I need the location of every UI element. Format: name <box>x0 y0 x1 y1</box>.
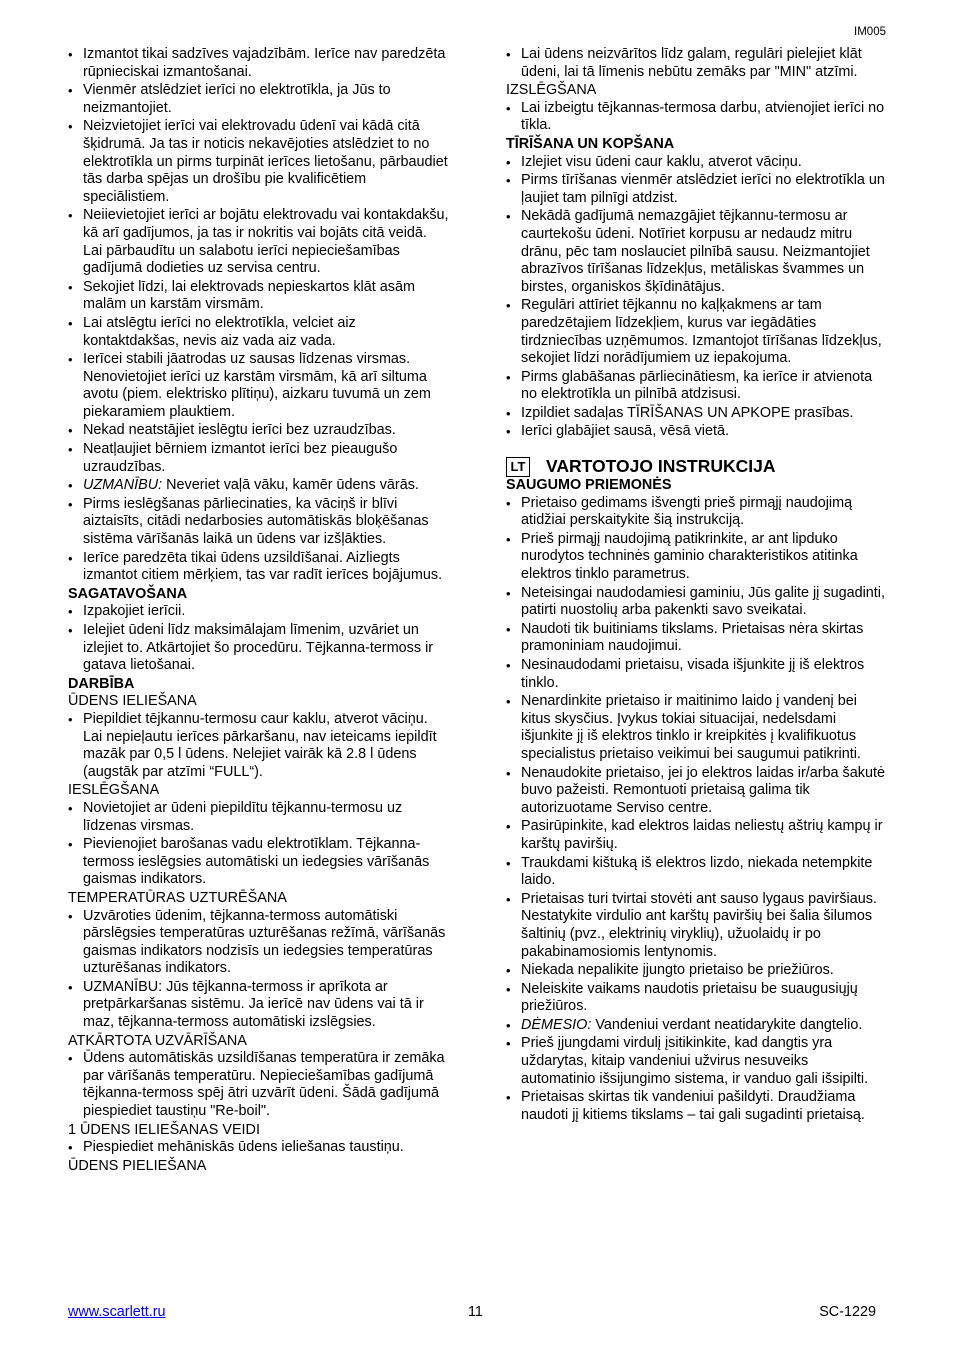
list-item: • Izlejiet visu ūdeni caur kaklu, atverot vāciņu. <box>506 154 886 172</box>
on-heading: IESLĒGŠANA <box>68 782 160 799</box>
list-item: • Pirms tīrīšanas vienmēr atslēdziet ierīci no elektrotīkla un ļaujiet tam pilnīgi atdzist. <box>506 172 886 207</box>
list-item: • Vienmēr atslēdziet ierīci no elektrotīkla, ja Jūs to neizmantojiet. <box>68 82 450 117</box>
list-item: • Regulāri attīriet tējkannu no kaļķakmens ar tam paredzētajiem līdzekļiem, kurus var iegādāties tirdzniecības uzņēmumos. Izmantojot tīrīšanas līdzekļus, sekojiet līdzi norādījumiem uz iepakojuma. <box>506 297 886 367</box>
list-item: • Pirms ieslēgšanas pārliecinaties, ka vāciņš ir blīvi aiztaisīts, citādi nedarbosies automātiskās bloķēšanas sistēma vārīšanās laikā un ūdens var izšļākties. <box>68 496 450 549</box>
fill-heading: ŪDENS IELIEŠANA <box>68 693 197 710</box>
list-item: • Ūdens automātiskās uzsildīšanas temperatūra ir zemāka par vārīšanās temperatūru. Nepieciešamības gadījumā tējkanna-termoss spēj ātri uzvārīt ūdeni. Šādā gadījumā piespiediet taustiņu "Re-boil". <box>68 1050 450 1120</box>
list-item: • Ielejiet ūdeni līdz maksimālajam līmenim, uzvāriet un izlejiet to. Atkārtojiet šo procedūru. Tējkanna-termoss ir gatava lietošanai. <box>68 622 450 675</box>
list-item: • Izpakojiet ierīcii. <box>68 603 450 621</box>
warning-label: UZMANĪBU: <box>83 477 163 494</box>
safety-list-lt-2 <box>506 1035 886 1124</box>
prep-list <box>68 603 450 674</box>
list-item: • Prieš pirmąjį naudojimą patikrinkite, ar ant lipduko nurodytos techninės gaminio charakteristikos atitinka elektros tinklo parametrus. <box>506 531 886 584</box>
list-item: • Nenaudokite prietaiso, jei jo elektros laidas ir/arba šakutė buvo pažeisti. Remontuoti prietaisą galima tik autorizuotame Serviso centre. <box>506 765 886 818</box>
safety-list-lv <box>68 46 450 476</box>
list-item: • Piespiediet mehāniskās ūdens ieliešanas taustiņu. <box>68 1139 450 1157</box>
list-item: • Sekojiet līdzi, lai elektrovads nepieskartos klāt asām malām un karstām virsmām. <box>68 279 450 314</box>
list-item: • Ierīce paredzēta tikai ūdens uzsildīšanai. Aizliegts izmantot citiem mērķiem, tas var radīt ierīces bojājumus. <box>68 550 450 585</box>
list-item: • Izpildiet sadaļas TĪRĪŠANAS UN APKOPE prasības. <box>506 405 886 423</box>
list-item: • Izmantot tikai sadzīves vajadzībām. Ierīce nav paredzēta rūpnieciskai izmantošanai. <box>68 46 450 81</box>
temp-list <box>68 908 450 1032</box>
list-item: • Prietaisas turi tvirtai stovėti ant sauso lygaus paviršiaus. Nestatykite virdulio ant karštų paviršių bei šalia šilumos šaltinių (pvz., elektrinių viryklių), užuolaidų ir po pakabinamosiomis lentynomis. <box>506 891 886 961</box>
list-item: • Pievienojiet barošanas vadu elektrotīklam. Tējkanna-termoss ieslēgsies automātiski un iedegsies vārīšanās gaismas indikators. <box>68 836 450 889</box>
list-item: • UZMANĪBU: Jūs tējkanna-termoss ir aprīkota ar pretpārkaršanas sistēmu. Ja ierīcē nav ūdens vai tā ir maz, tējkanna-termoss automātiski izslēgsies. <box>68 979 450 1032</box>
safety-list-lv-2 <box>68 496 450 585</box>
caution-text: Vandeniui verdant neatidarykite dangtelio. <box>591 1016 863 1033</box>
list-item: • Lai atslēgtu ierīci no elektrotīkla, velciet aiz kontaktdakšas, nevis aiz vada aiz vada. <box>68 315 450 350</box>
temp-heading: TEMPERATŪRAS UZTURĒŠANA <box>68 889 287 906</box>
list-item: • Naudoti tik buitiniams tikslams. Prietaisas nėra skirtas pramoniniam naudojimui. <box>506 621 886 656</box>
list-item: • Neizvietojiet ierīci vai elektrovadu ūdenī vai kādā citā šķidrumā. Ja tas ir noticis nekavējoties atslēdziet to no elektrotīkla un pirms turpināt ierīces lietošanu, pārbaudiet tās darba spējas un drošību pie kvalificētiem speciālistiem. <box>68 118 450 206</box>
list-item: • Prietaisas skirtas tik vandeniui pašildyti. Draudžiama naudoti jį kitiems tikslams – tai gali sugadinti prietaisą. <box>506 1089 886 1124</box>
list-item: • Ierīci glabājiet sausā, vēsā vietā. <box>506 423 886 441</box>
list-item: • Ierīcei stabili jāatrodas uz sausas līdzenas virsmas. Nenovietojiet ierīci uz karstām virsmām, kā arī siltuma avotu (piem. elektrisko plītiņu), aizkaru tuvumā un zem piekaramiem plauktiem. <box>68 351 450 421</box>
list-item: • Lai ūdens neizvārītos līdz galam, regulāri pielejiet klāt ūdeni, lai tā līmenis nebūtu zemāks par "MIN" atzīmi. <box>506 46 886 81</box>
model-number: SC-1229 <box>819 1304 876 1320</box>
page-code: IM005 <box>854 26 886 38</box>
language-badge-lt: LT <box>506 457 530 477</box>
page-number: 11 <box>468 1304 483 1320</box>
off-heading: IZSLĒGŠANA <box>506 82 597 99</box>
pour-list <box>68 1139 450 1157</box>
list-item: • Prietaiso gedimams išvengti prieš pirmąjį naudojimą atidžiai perskaitykite šią instrukciją. <box>506 495 886 530</box>
footer-link-wrap <box>68 1304 166 1320</box>
caution-label: DĖMESIO: <box>521 1016 592 1033</box>
on-list <box>68 800 450 889</box>
operation-heading: DARBĪBA <box>68 675 135 692</box>
list-item: • Uzvāroties ūdenim, tējkanna-termoss automātiski pārslēgsies temperatūras uzturēšanas režīmā, vārīšanās gaismas indikators nodzisīs un iedegsies temperatūras uzturēšanas indikators. <box>68 908 450 978</box>
warning-text: Neveriet vaļā vāku, kamēr ūdens vārās. <box>162 477 419 494</box>
refill-heading: ŪDENS PIELIEŠANA <box>68 1157 207 1174</box>
footer-website-link[interactable]: www.scarlett.ru <box>68 1304 166 1320</box>
cleaning-heading: TĪRĪŠANA UN KOPŠANA <box>506 135 675 152</box>
list-item: • Lai izbeigtu tējkannas-termosa darbu, atvienojiet ierīci no tīkla. <box>506 100 886 135</box>
list-item: • Niekada nepalikite įjungto prietaiso be priežiūros. <box>506 962 886 980</box>
off-list <box>506 100 886 135</box>
list-item: • Nekad neatstājiet ieslēgtu ierīci bez uzraudzības. <box>68 422 450 440</box>
safety-heading-lt: SAUGUMO PRIEMONĖS <box>506 477 672 494</box>
list-item: • Novietojiet ar ūdeni piepildītu tējkannu-termosu uz līdzenas virsmas. <box>68 800 450 835</box>
lt-section-title: VARTOTOJO INSTRUKCIJA <box>546 456 776 477</box>
list-item: • Nesinaudodami prietaisu, visada išjunkite jį iš elektros tinklo. <box>506 657 886 692</box>
list-item: • Pasirūpinkite, kad elektros laidas neliestų aštrių kampų ir karštų paviršių. <box>506 818 886 853</box>
cleaning-list <box>506 154 886 442</box>
list-item: • Nekādā gadījumā nemazgājiet tējkannu-termosu ar caurtekošu ūdeni. Notīriet korpusu ar nedaudz mitru drānu, pēc tam noslauciet pilnībā sausu. Neizmantojiet abrazīvos tīrīšanas līdzekļus, metāliskas švammes un birstes, organiskos šķīdinātājus. <box>506 208 886 296</box>
list-item: • Pirms glabāšanas pārliecinātiesm, ka ierīce ir atvienota no elektrotīkla un pilnībā atdzisusi. <box>506 369 886 404</box>
list-item: • Prieš įjungdami virdulį įsitikinkite, kad dangtis yra uždarytas, kitaip vandeniui užvirus nesuveiks automatinio išsijungimo sistema, ir vanduo gali išsipilti. <box>506 1035 886 1088</box>
list-item: • Neleiskite vaikams naudotis prietaisu be suaugusiųjų priežiūros. <box>506 981 886 1016</box>
safety-list-lt <box>506 495 886 1016</box>
list-item: • Neatļaujiet bērniem izmantot ierīci bez pieaugušo uzraudzības. <box>68 441 450 476</box>
reboil-heading: ATKĀRTOTA UZVĀRĪŠANA <box>68 1032 247 1049</box>
pour-heading: 1 ŪDENS IELIEŠANAS VEIDI <box>68 1121 260 1138</box>
list-item: • Piepildiet tējkannu-termosu caur kaklu, atverot vāciņu. Lai nepieļautu ierīces pārkaršanu, nav ieteicams iepildīt mazāk par 0,5 l ūdens. Nelejiet vairāk kā 2.8 l ūdens (augstāk par atzīmi “FULL“). <box>68 711 450 781</box>
list-item <box>68 477 450 495</box>
lt-section-header <box>506 457 886 477</box>
list-item: • Neiievietojiet ierīci ar bojātu elektrovadu vai kontakdakšu, kā arī gadījumos, ja tas ir nokritis vai bojāts citā veidā. Lai pārbaudītu un salabotu ierīci nepieciešamības gadījumā dodieties uz servisa centru. <box>68 207 450 277</box>
list-item <box>506 1017 886 1035</box>
list-item: • Traukdami kištuką iš elektros lizdo, niekada netempkite laido. <box>506 855 886 890</box>
caution-list-lt <box>506 1017 886 1035</box>
list-item: • Neteisingai naudodamiesi gaminiu, Jūs galite jį sugadinti, patirti nuostolių arba pakenkti savo sveikatai. <box>506 585 886 620</box>
left-column <box>68 46 450 1175</box>
warning-list-lv <box>68 477 450 495</box>
refill-list <box>506 46 886 81</box>
prep-heading: SAGATAVOŠANA <box>68 585 188 602</box>
right-column <box>506 46 886 1125</box>
fill-list <box>68 711 450 781</box>
reboil-list <box>68 1050 450 1120</box>
list-item: • Nenardinkite prietaiso ir maitinimo laido į vandenį bei kitus skysčius. Įvykus tokiai situacijai, nedelsdami išjunkite jį iš elektros tinklo ir kreipkitės į kvalifikuotus specialistus prietaiso veikimui bei saugumui patikrinti. <box>506 693 886 763</box>
